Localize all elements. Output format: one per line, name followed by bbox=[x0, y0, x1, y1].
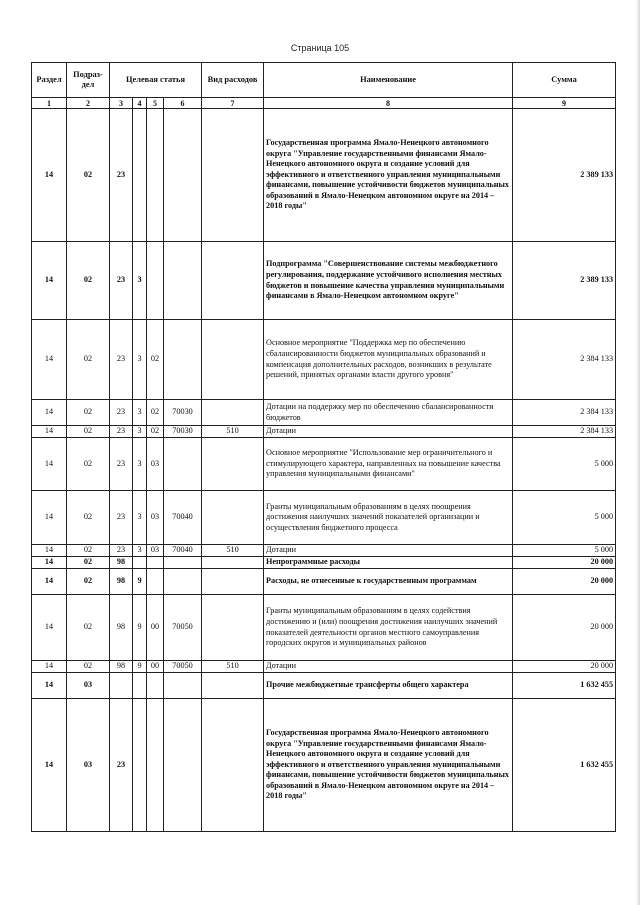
razdel-cell: 14 bbox=[32, 699, 67, 832]
vid-raskhodov-cell bbox=[202, 109, 264, 242]
podrazdel-cell: 02 bbox=[67, 320, 110, 400]
naimenovanie-cell: Подпрограмма "Совершенствование системы межбюджетного регулирования, поддержание устойчивого исполнения местных бюджетов и повышение качества управления муниципальными финансами в Ямало-Ненецком автономном округе" bbox=[264, 242, 513, 320]
tselevaya-part2-cell: 3 bbox=[133, 545, 147, 557]
naimenovanie-cell: Государственная программа Ямало-Ненецкого автономного округа "Управление государственными финансами Ямало-Ненецкого автономного округа и создание условий для эффективного и ответственного управления муниципальными финансами, повышение устойчивости бюджетов муниципальных образований в Ямало-Ненецком автономном округе на 2014 – 2018 годы" bbox=[264, 109, 513, 242]
podrazdel-cell: 02 bbox=[67, 400, 110, 426]
summa-cell: 5 000 bbox=[513, 545, 616, 557]
tselevaya-part1-cell: 23 bbox=[110, 400, 133, 426]
tselevaya-part1-cell: 98 bbox=[110, 557, 133, 569]
summa-cell: 1 632 455 bbox=[513, 699, 616, 832]
table-row bbox=[32, 109, 616, 242]
tselevaya-part3-cell bbox=[147, 569, 164, 595]
tselevaya-part4-cell: 70050 bbox=[164, 661, 202, 673]
podrazdel-cell: 02 bbox=[67, 569, 110, 595]
podrazdel-cell: 02 bbox=[67, 595, 110, 661]
vid-raskhodov-cell: 510 bbox=[202, 661, 264, 673]
tselevaya-part4-cell: 70050 bbox=[164, 595, 202, 661]
col-number: 6 bbox=[164, 98, 202, 109]
col-number: 2 bbox=[67, 98, 110, 109]
summa-cell: 2 384 133 bbox=[513, 400, 616, 426]
table-row bbox=[32, 661, 616, 673]
summa-cell: 5 000 bbox=[513, 438, 616, 491]
podrazdel-cell: 03 bbox=[67, 699, 110, 832]
vid-raskhodov-cell bbox=[202, 595, 264, 661]
vid-raskhodov-cell bbox=[202, 242, 264, 320]
razdel-cell: 14 bbox=[32, 109, 67, 242]
tselevaya-part1-cell: 23 bbox=[110, 438, 133, 491]
tselevaya-part1-cell: 23 bbox=[110, 491, 133, 545]
tselevaya-part2-cell: 9 bbox=[133, 661, 147, 673]
razdel-cell: 14 bbox=[32, 320, 67, 400]
razdel-cell: 14 bbox=[32, 673, 67, 699]
tselevaya-part2-cell bbox=[133, 699, 147, 832]
summa-cell: 20 000 bbox=[513, 661, 616, 673]
vid-raskhodov-cell bbox=[202, 320, 264, 400]
summa-cell: 2 389 133 bbox=[513, 109, 616, 242]
col-number: 8 bbox=[264, 98, 513, 109]
tselevaya-part3-cell bbox=[147, 557, 164, 569]
razdel-cell: 14 bbox=[32, 557, 67, 569]
header-tselevaya-statya: Целевая статья bbox=[110, 63, 202, 98]
table-row bbox=[32, 320, 616, 400]
tselevaya-part2-cell: 3 bbox=[133, 426, 147, 438]
header-row bbox=[32, 63, 616, 98]
summa-cell: 2 389 133 bbox=[513, 242, 616, 320]
tselevaya-part3-cell bbox=[147, 242, 164, 320]
tselevaya-part1-cell: 23 bbox=[110, 699, 133, 832]
naimenovanie-cell: Дотации bbox=[264, 545, 513, 557]
podrazdel-cell: 02 bbox=[67, 491, 110, 545]
tselevaya-part4-cell bbox=[164, 673, 202, 699]
tselevaya-part1-cell: 23 bbox=[110, 545, 133, 557]
tselevaya-part1-cell: 23 bbox=[110, 242, 133, 320]
tselevaya-part2-cell: 9 bbox=[133, 595, 147, 661]
col-number: 3 bbox=[110, 98, 133, 109]
tselevaya-part4-cell bbox=[164, 109, 202, 242]
table-row bbox=[32, 557, 616, 569]
col-number: 1 bbox=[32, 98, 67, 109]
tselevaya-part4-cell: 70040 bbox=[164, 491, 202, 545]
tselevaya-part2-cell bbox=[133, 673, 147, 699]
tselevaya-part2-cell: 9 bbox=[133, 569, 147, 595]
naimenovanie-cell: Государственная программа Ямало-Ненецкого автономного округа "Управление государственными финансами Ямало-Ненецкого автономного округа и создание условий для эффективного и ответственного управления муниципальными финансами, повышение устойчивости бюджетов муниципальных образований в Ямало-Ненецком автономном округе на 2014 – 2018 годы" bbox=[264, 699, 513, 832]
naimenovanie-cell: Непрограммные расходы bbox=[264, 557, 513, 569]
table-row bbox=[32, 545, 616, 557]
podrazdel-cell: 02 bbox=[67, 109, 110, 242]
header-naimenovanie: Наименование bbox=[264, 63, 513, 98]
tselevaya-part2-cell: 3 bbox=[133, 491, 147, 545]
table-row bbox=[32, 491, 616, 545]
naimenovanie-cell: Дотации на поддержку мер по обеспечению сбалансированности бюджетов bbox=[264, 400, 513, 426]
table-row bbox=[32, 426, 616, 438]
tselevaya-part3-cell: 03 bbox=[147, 438, 164, 491]
razdel-cell: 14 bbox=[32, 426, 67, 438]
tselevaya-part3-cell bbox=[147, 673, 164, 699]
tselevaya-part4-cell bbox=[164, 438, 202, 491]
naimenovanie-cell: Расходы, не отнесенные к государственным программам bbox=[264, 569, 513, 595]
razdel-cell: 14 bbox=[32, 242, 67, 320]
razdel-cell: 14 bbox=[32, 595, 67, 661]
tselevaya-part2-cell bbox=[133, 109, 147, 242]
tselevaya-part2-cell: 3 bbox=[133, 242, 147, 320]
tselevaya-part1-cell: 23 bbox=[110, 426, 133, 438]
table-row bbox=[32, 400, 616, 426]
tselevaya-part4-cell bbox=[164, 569, 202, 595]
tselevaya-part1-cell: 23 bbox=[110, 320, 133, 400]
podrazdel-cell: 02 bbox=[67, 557, 110, 569]
tselevaya-part3-cell: 02 bbox=[147, 426, 164, 438]
table-row bbox=[32, 673, 616, 699]
naimenovanie-cell: Дотации bbox=[264, 426, 513, 438]
tselevaya-part4-cell bbox=[164, 557, 202, 569]
tselevaya-part3-cell bbox=[147, 109, 164, 242]
naimenovanie-cell: Прочие межбюджетные трансферты общего характера bbox=[264, 673, 513, 699]
tselevaya-part3-cell: 03 bbox=[147, 545, 164, 557]
vid-raskhodov-cell bbox=[202, 438, 264, 491]
tselevaya-part2-cell: 3 bbox=[133, 320, 147, 400]
naimenovanie-cell: Дотации bbox=[264, 661, 513, 673]
razdel-cell: 14 bbox=[32, 545, 67, 557]
summa-cell: 2 384 133 bbox=[513, 426, 616, 438]
razdel-cell: 14 bbox=[32, 438, 67, 491]
col-number: 4 bbox=[133, 98, 147, 109]
table-row bbox=[32, 595, 616, 661]
naimenovanie-cell: Гранты муниципальным образованиям в целях поощрения достижения наилучших значений показателей организации и осуществления бюджетного процесса bbox=[264, 491, 513, 545]
tselevaya-part4-cell bbox=[164, 699, 202, 832]
summa-cell: 20 000 bbox=[513, 557, 616, 569]
razdel-cell: 14 bbox=[32, 661, 67, 673]
podrazdel-cell: 02 bbox=[67, 438, 110, 491]
summa-cell: 2 384 133 bbox=[513, 320, 616, 400]
summa-cell: 5 000 bbox=[513, 491, 616, 545]
vid-raskhodov-cell: 510 bbox=[202, 545, 264, 557]
header-podrazdel: Подраз-дел bbox=[67, 63, 110, 98]
podrazdel-cell: 02 bbox=[67, 545, 110, 557]
tselevaya-part1-cell: 98 bbox=[110, 569, 133, 595]
col-number: 9 bbox=[513, 98, 616, 109]
podrazdel-cell: 02 bbox=[67, 242, 110, 320]
tselevaya-part1-cell: 98 bbox=[110, 661, 133, 673]
tselevaya-part3-cell bbox=[147, 699, 164, 832]
razdel-cell: 14 bbox=[32, 400, 67, 426]
summa-cell: 20 000 bbox=[513, 595, 616, 661]
vid-raskhodov-cell bbox=[202, 673, 264, 699]
header-summa: Сумма bbox=[513, 63, 616, 98]
header-razdel: Раздел bbox=[32, 63, 67, 98]
tselevaya-part2-cell bbox=[133, 557, 147, 569]
tselevaya-part4-cell: 70030 bbox=[164, 426, 202, 438]
tselevaya-part3-cell: 02 bbox=[147, 320, 164, 400]
vid-raskhodov-cell bbox=[202, 699, 264, 832]
podrazdel-cell: 03 bbox=[67, 673, 110, 699]
column-number-row bbox=[32, 98, 616, 109]
vid-raskhodov-cell bbox=[202, 491, 264, 545]
col-number: 7 bbox=[202, 98, 264, 109]
tselevaya-part1-cell: 23 bbox=[110, 109, 133, 242]
vid-raskhodov-cell bbox=[202, 569, 264, 595]
tselevaya-part3-cell: 03 bbox=[147, 491, 164, 545]
vid-raskhodov-cell bbox=[202, 557, 264, 569]
tselevaya-part3-cell: 00 bbox=[147, 661, 164, 673]
tselevaya-part4-cell: 70040 bbox=[164, 545, 202, 557]
tselevaya-part2-cell: 3 bbox=[133, 400, 147, 426]
tselevaya-part4-cell: 70030 bbox=[164, 400, 202, 426]
table-row bbox=[32, 699, 616, 832]
podrazdel-cell: 02 bbox=[67, 426, 110, 438]
podrazdel-cell: 02 bbox=[67, 661, 110, 673]
tselevaya-part4-cell bbox=[164, 242, 202, 320]
razdel-cell: 14 bbox=[32, 569, 67, 595]
naimenovanie-cell: Основное мероприятие "Использование мер ограничительного и стимулирующего характера, направленных на повышение качества управления муниципальными финансами" bbox=[264, 438, 513, 491]
tselevaya-part1-cell: 98 bbox=[110, 595, 133, 661]
table-row bbox=[32, 569, 616, 595]
vid-raskhodov-cell: 510 bbox=[202, 426, 264, 438]
tselevaya-part3-cell: 00 bbox=[147, 595, 164, 661]
budget-table bbox=[31, 62, 616, 832]
tselevaya-part4-cell bbox=[164, 320, 202, 400]
naimenovanie-cell: Основное мероприятие "Поддержка мер по обеспечению сбалансированности бюджетов муниципальных образований и компенсация дополнительных расходов, возникших в результате решений, принятых органами власти другого уровня" bbox=[264, 320, 513, 400]
summa-cell: 1 632 455 bbox=[513, 673, 616, 699]
tselevaya-part1-cell bbox=[110, 673, 133, 699]
summa-cell: 20 000 bbox=[513, 569, 616, 595]
vid-raskhodov-cell bbox=[202, 400, 264, 426]
page-number: Страница 105 bbox=[290, 43, 350, 53]
scan-edge-shadow bbox=[636, 0, 640, 905]
col-number: 5 bbox=[147, 98, 164, 109]
tselevaya-part3-cell: 02 bbox=[147, 400, 164, 426]
naimenovanie-cell: Гранты муниципальным образованиям в целях содействия достижению и (или) поощрения достижения наилучших значений показателей деятельности органов местного самоуправления городских округов и муниципальных районов bbox=[264, 595, 513, 661]
razdel-cell: 14 bbox=[32, 491, 67, 545]
table-row bbox=[32, 438, 616, 491]
tselevaya-part2-cell: 3 bbox=[133, 438, 147, 491]
header-vid-raskhodov: Вид расходов bbox=[202, 63, 264, 98]
table-row bbox=[32, 242, 616, 320]
